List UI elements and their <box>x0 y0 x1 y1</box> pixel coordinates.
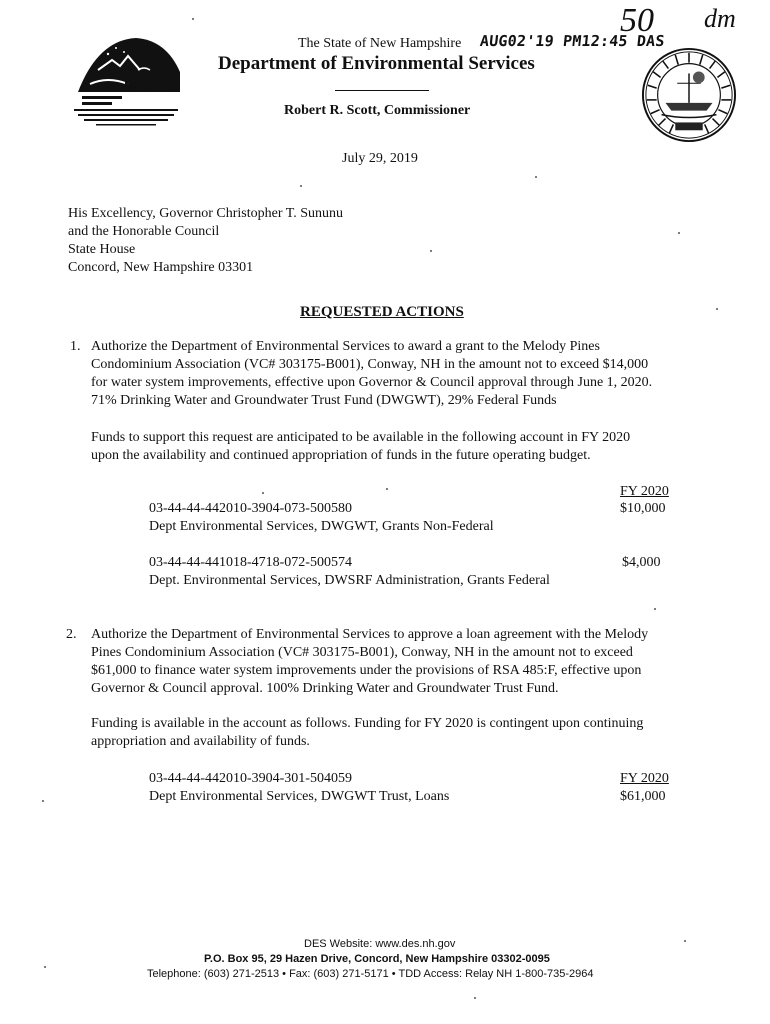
handwritten-initials: dm <box>704 4 736 33</box>
header-rule <box>335 90 429 91</box>
letter-date: July 29, 2019 <box>342 151 418 166</box>
action-text-line: Pines Condominium Association (VC# 303175-B001), Conway, NH in the amount not to exceed <box>91 645 633 660</box>
action-text-line: Authorize the Department of Environmental Services to approve a loan agreement with the Melody <box>91 627 649 642</box>
account-description: Dept. Environmental Services, DWSRF Administration, Grants Federal <box>149 573 550 588</box>
funding-text-line: Funds to support this request are anticipated to be available in the following account in FY 2020 <box>91 430 631 445</box>
action-text-line: Governor & Council approval. 100% Drinking Water and Groundwater Trust Fund. <box>91 681 559 696</box>
funding-text-line: appropriation and availability of funds. <box>91 734 310 749</box>
funding-text-line: Funding is available in the account as follows. Funding for FY 2020 is contingent upon continuing <box>91 716 644 731</box>
funding-text-line: upon the availability and continued appropriation of funds in the future operating budget. <box>91 448 591 463</box>
action-text-line: $61,000 to finance water system improvements under the provisions of RSA 485:F, effective upon <box>91 663 642 678</box>
account-code: 03-44-44-442010-3904-073-500580 <box>149 501 352 516</box>
account-description: Dept Environmental Services, DWGWT Trust, Loans <box>149 789 450 804</box>
section-title: REQUESTED ACTIONS <box>300 304 464 320</box>
addressee-line: Concord, New Hampshire 03301 <box>68 260 254 275</box>
logo-text: NHDES <box>124 79 177 96</box>
received-stamp: AUG02'19 PM12:45 DAS <box>479 32 666 50</box>
action-text-line: Authorize the Department of Environmental Services to award a grant to the Melody Pines <box>91 339 600 354</box>
account-code: 03-44-44-441018-4718-072-500574 <box>149 555 352 570</box>
account-amount: $10,000 <box>620 501 666 516</box>
action-text-line: for water system improvements, effective upon Governor & Council approval through June 1, 2020. <box>91 375 653 390</box>
footer-phones: Telephone: (603) 271-2513 • Fax: (603) 271-5171 • TDD Access: Relay NH 1-800-735-2964 <box>147 968 594 980</box>
footer-website: DES Website: www.des.nh.gov <box>304 938 456 950</box>
state-line: The State of New Hampshire <box>298 36 462 51</box>
action-text-line: Condominium Association (VC# 303175-B001), Conway, NH in the amount not to exceed $14,000 <box>91 357 649 372</box>
handwritten-number: 50 <box>620 2 654 39</box>
account-code: 03-44-44-442010-3904-301-504059 <box>149 771 352 786</box>
account-amount: $61,000 <box>620 789 666 804</box>
action-text-line: 71% Drinking Water and Groundwater Trust Fund (DWGWT), 29% Federal Funds <box>91 393 557 408</box>
addressee-line: State House <box>68 242 136 257</box>
fy-header: FY 2020 <box>620 771 669 786</box>
commissioner-line: Robert R. Scott, Commissioner <box>284 103 471 118</box>
addressee-line: and the Honorable Council <box>68 224 220 239</box>
footer-address: P.O. Box 95, 29 Hazen Drive, Concord, New Hampshire 03302-0095 <box>204 953 550 965</box>
state-seal-icon <box>640 46 738 144</box>
action-number: 2. <box>66 627 77 642</box>
action-number: 1. <box>70 339 81 354</box>
addressee-line: His Excellency, Governor Christopher T. Sununu <box>68 206 344 221</box>
department-title: Department of Environmental Services <box>218 53 535 74</box>
account-description: Dept Environmental Services, DWGWT, Grants Non-Federal <box>149 519 494 534</box>
account-amount: $4,000 <box>622 555 661 570</box>
fy-header: FY 2020 <box>620 484 669 499</box>
